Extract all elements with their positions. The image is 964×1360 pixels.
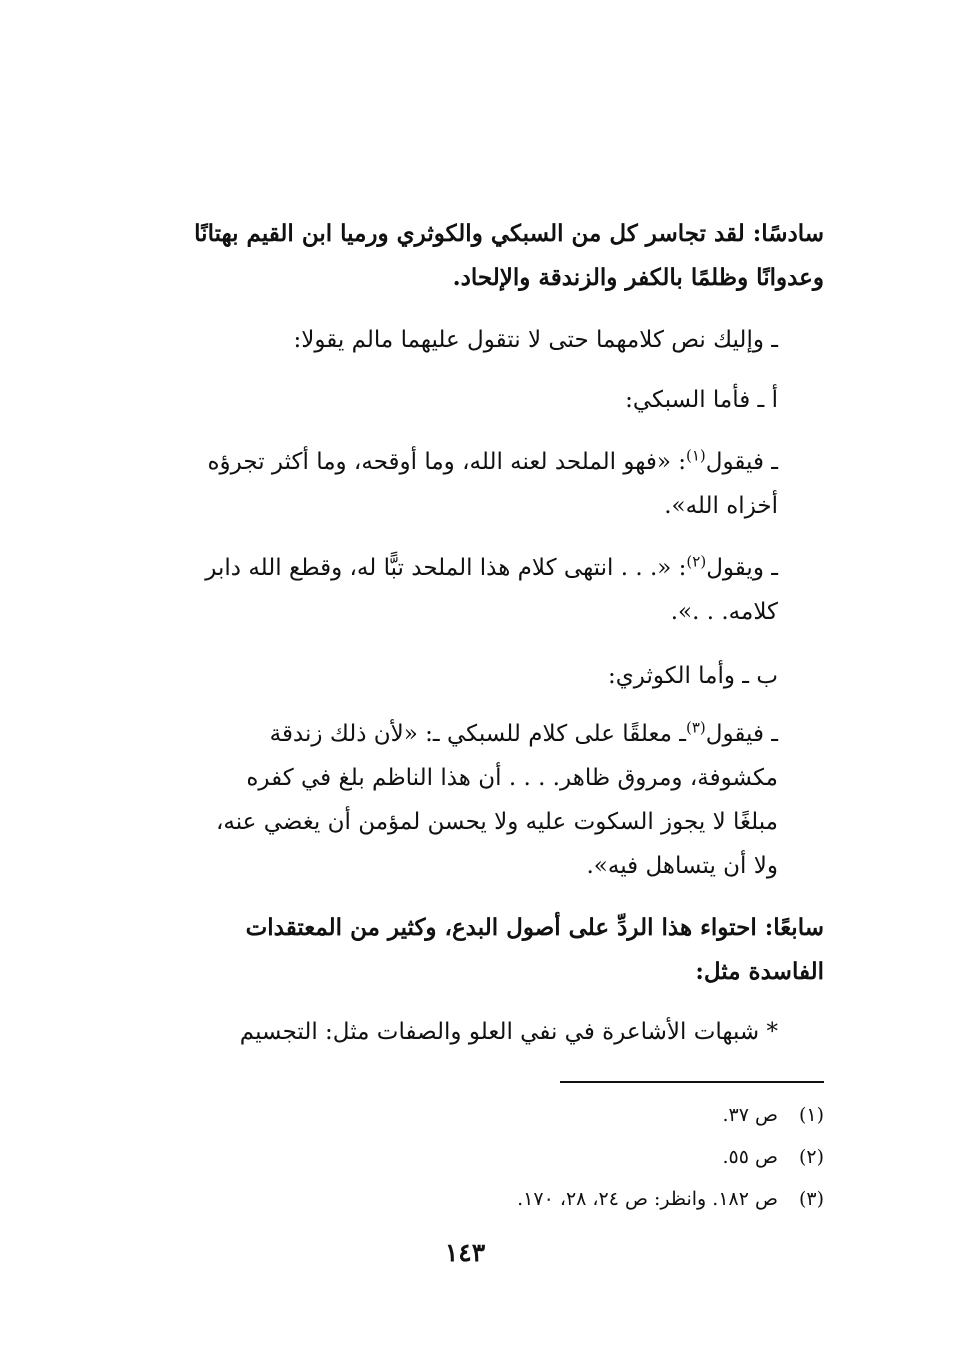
subki-quote-1-rest: : «فهو الملحد لعنه الله، وما أوقحه، وما أكثر تجرؤه	[207, 449, 686, 475]
subki-quote-1-line2: أخزاه الله».	[664, 493, 778, 519]
kawthari-quote-prefix: ـ فيقول	[705, 721, 778, 747]
paragraph-seventh-line1: سابعًا: احتواء هذا الردِّ على أصول البدع، وكثير من المعتقدات	[245, 914, 824, 941]
subki-quote-2-line1	[138, 546, 778, 590]
subki-quote-1-prefix: ـ فيقول	[705, 449, 778, 475]
footnote-separator	[560, 1081, 824, 1083]
paragraph-seventh-line2: الفاسدة مثل:	[695, 958, 824, 985]
intro-quote-line	[158, 318, 778, 362]
footnote-1-number: (١)	[798, 1104, 824, 1126]
section-b-heading-text: ب ـ وأما الكوثري:	[608, 663, 778, 689]
subki-quote-2-rest: : «. . . انتهى كلام هذا الملحد تبًّا له، وقطع الله دابر	[205, 555, 687, 581]
subki-quote-2-prefix: ـ ويقول	[706, 555, 778, 581]
subki-quote-2	[138, 546, 778, 634]
footnote-2-number: (٢)	[798, 1146, 824, 1168]
kawthari-quote-line2: مكشوفة، ومروق ظاهر. . . . أن هذا الناظم بلغ في كفره	[246, 765, 778, 791]
footnote-1-text: ص ٣٧.	[722, 1104, 778, 1126]
paragraph-sixth-line1: سادسًا: لقد تجاسر كل من السبكي والكوثري ورميا ابن القيم بهتانًا	[194, 220, 824, 247]
section-a-heading-text: أ ـ فأما السبكي:	[625, 387, 778, 413]
subki-quote-1-line1	[138, 440, 778, 484]
footnote-3	[517, 1182, 824, 1216]
page-number: ١٤٣	[444, 1238, 486, 1267]
bullet-line-text: * شبهات الأشاعرة في نفي العلو والصفات مثل: التجسيم	[239, 1019, 778, 1045]
paragraph-seventh	[134, 906, 824, 994]
footnote-3-text: ص ١٨٢. وانظر: ص ٢٤، ٢٨، ١٧٠.	[517, 1188, 778, 1210]
bullet-line	[138, 1010, 778, 1054]
footnote-marker-1: (١)	[686, 446, 706, 465]
intro-quote-text: ـ وإليك نص كلامهما حتى لا نتقول عليهما مالم يقولا:	[293, 327, 778, 353]
kawthari-quote-line3: مبلغًا لا يجوز السكوت عليه ولا يحسن لمؤمن أن يغضي عنه،	[215, 809, 778, 835]
footnote-1	[722, 1098, 824, 1132]
kawthari-quote-line4: ولا أن يتساهل فيه».	[586, 853, 778, 879]
subki-quote-1	[138, 440, 778, 528]
footnote-3-number: (٣)	[798, 1188, 824, 1210]
footnote-marker-3: (٣)	[686, 718, 706, 737]
kawthari-quote-rest: ـ معلقًا على كلام للسبكي ـ: «لأن ذلك زندقة	[269, 721, 686, 747]
section-a-heading	[478, 378, 778, 422]
footnote-2-text: ص ٥٥.	[722, 1146, 778, 1168]
section-b-heading	[478, 654, 778, 698]
footnote-2	[722, 1140, 824, 1174]
kawthari-quote-line1	[138, 712, 778, 756]
paragraph-sixth	[134, 212, 824, 300]
subki-quote-2-line2: كلامه. . .».	[670, 599, 778, 625]
footnote-marker-2: (٢)	[686, 552, 707, 571]
kawthari-quote	[138, 712, 778, 888]
paragraph-sixth-line2: وعدوانًا وظلمًا بالكفر والزندقة والإلحاد.	[452, 264, 824, 291]
